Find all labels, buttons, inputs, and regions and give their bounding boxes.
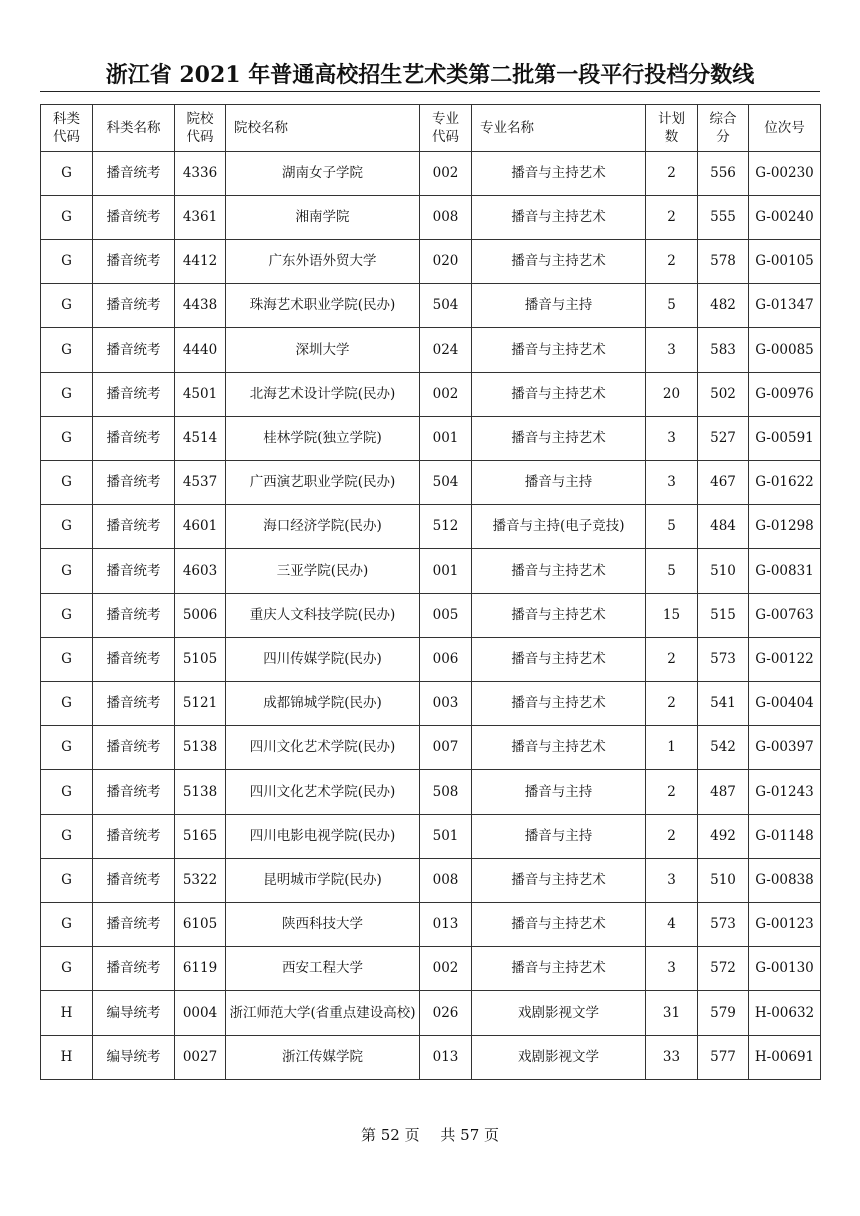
cell-major-name: 播音与主持艺术 (472, 549, 646, 594)
cell-subject-name: 播音统考 (93, 152, 175, 196)
cell-rank: G-00122 (749, 638, 821, 682)
cell-school-name: 珠海艺术职业学院(民办) (226, 284, 420, 328)
cell-score: 541 (698, 682, 749, 726)
cell-subject-name: 编导统考 (93, 1036, 175, 1080)
cell-plan: 2 (646, 196, 698, 240)
table-row (41, 770, 821, 815)
cell-major-name: 播音与主持艺术 (472, 196, 646, 240)
cell-subject-name: 播音统考 (93, 328, 175, 373)
cell-subject-name: 播音统考 (93, 240, 175, 284)
cell-subject-code: G (41, 549, 93, 594)
cell-major-name: 播音与主持艺术 (472, 859, 646, 903)
cell-major-name: 播音与主持艺术 (472, 594, 646, 638)
cell-score: 487 (698, 770, 749, 815)
table-row (41, 947, 821, 991)
cell-school-code: 4412 (175, 240, 226, 284)
cell-major-code: 007 (420, 726, 472, 770)
cell-plan: 2 (646, 682, 698, 726)
cell-school-name: 深圳大学 (226, 328, 420, 373)
cell-plan: 33 (646, 1036, 698, 1080)
cell-rank: G-01622 (749, 461, 821, 505)
cell-major-name: 播音与主持艺术 (472, 328, 646, 373)
cell-subject-code: G (41, 196, 93, 240)
cell-rank: G-00591 (749, 417, 821, 461)
page-title: 浙江省 2021 年普通高校招生艺术类第二批第一段平行投档分数线 (105, 62, 755, 88)
cell-plan: 31 (646, 991, 698, 1036)
cell-score: 542 (698, 726, 749, 770)
cell-school-code: 4440 (175, 328, 226, 373)
cell-subject-code: G (41, 505, 93, 549)
cell-major-code: 001 (420, 417, 472, 461)
cell-school-name: 桂林学院(独立学院) (226, 417, 420, 461)
table-row (41, 638, 821, 682)
cell-plan: 2 (646, 638, 698, 682)
cell-major-code: 508 (420, 770, 472, 815)
cell-school-name: 成都锦城学院(民办) (226, 682, 420, 726)
cell-subject-code: G (41, 328, 93, 373)
cell-major-name: 戏剧影视文学 (472, 1036, 646, 1080)
cell-plan: 3 (646, 859, 698, 903)
header-major-name: 专业名称 (472, 105, 646, 152)
cell-subject-name: 播音统考 (93, 726, 175, 770)
cell-school-code: 5165 (175, 815, 226, 859)
cell-rank: G-01298 (749, 505, 821, 549)
cell-score: 510 (698, 549, 749, 594)
cell-rank: H-00632 (749, 991, 821, 1036)
cell-major-name: 播音与主持 (472, 770, 646, 815)
cell-major-code: 024 (420, 328, 472, 373)
cell-score: 572 (698, 947, 749, 991)
cell-school-name: 广东外语外贸大学 (226, 240, 420, 284)
cell-rank: H-00691 (749, 1036, 821, 1080)
cell-school-name: 广西演艺职业学院(民办) (226, 461, 420, 505)
table-row (41, 328, 821, 373)
cell-major-code: 013 (420, 903, 472, 947)
cell-score: 583 (698, 328, 749, 373)
cell-score: 578 (698, 240, 749, 284)
cell-subject-name: 播音统考 (93, 373, 175, 417)
cell-major-name: 播音与主持艺术 (472, 903, 646, 947)
cell-subject-code: G (41, 373, 93, 417)
cell-score: 555 (698, 196, 749, 240)
table-row (41, 682, 821, 726)
cell-plan: 2 (646, 152, 698, 196)
cell-rank: G-01347 (749, 284, 821, 328)
cell-school-name: 四川文化艺术学院(民办) (226, 726, 420, 770)
cell-rank: G-00105 (749, 240, 821, 284)
cell-school-code: 0004 (175, 991, 226, 1036)
table-row (41, 505, 821, 549)
cell-plan: 2 (646, 240, 698, 284)
cell-major-name: 戏剧影视文学 (472, 991, 646, 1036)
cell-rank: G-00085 (749, 328, 821, 373)
cell-subject-name: 播音统考 (93, 196, 175, 240)
cell-plan: 3 (646, 947, 698, 991)
cell-plan: 5 (646, 505, 698, 549)
cell-rank: G-00838 (749, 859, 821, 903)
cell-major-code: 002 (420, 373, 472, 417)
table-row (41, 594, 821, 638)
cell-major-name: 播音与主持(电子竞技) (472, 505, 646, 549)
header-school-name: 院校名称 (226, 105, 420, 152)
cell-major-code: 504 (420, 284, 472, 328)
title-rule (40, 91, 820, 92)
cell-rank: G-00976 (749, 373, 821, 417)
cell-major-code: 501 (420, 815, 472, 859)
cell-plan: 5 (646, 284, 698, 328)
table-row (41, 991, 821, 1036)
cell-subject-name: 播音统考 (93, 417, 175, 461)
cell-subject-name: 播音统考 (93, 859, 175, 903)
cell-major-name: 播音与主持艺术 (472, 152, 646, 196)
table-row (41, 859, 821, 903)
cell-plan: 3 (646, 417, 698, 461)
header-school-code: 院校 代码 (175, 105, 226, 152)
cell-school-name: 三亚学院(民办) (226, 549, 420, 594)
cell-subject-name: 播音统考 (93, 594, 175, 638)
table-row (41, 1036, 821, 1080)
cell-subject-code: G (41, 152, 93, 196)
header-row (41, 105, 821, 152)
cell-rank: G-00404 (749, 682, 821, 726)
cell-subject-name: 编导统考 (93, 991, 175, 1036)
cell-subject-code: G (41, 859, 93, 903)
cell-school-name: 四川文化艺术学院(民办) (226, 770, 420, 815)
cell-major-name: 播音与主持 (472, 284, 646, 328)
table-row (41, 417, 821, 461)
cell-rank: G-01148 (749, 815, 821, 859)
cell-subject-code: G (41, 461, 93, 505)
cell-major-name: 播音与主持艺术 (472, 947, 646, 991)
cell-plan: 5 (646, 549, 698, 594)
cell-major-code: 504 (420, 461, 472, 505)
cell-school-code: 5105 (175, 638, 226, 682)
cell-score: 467 (698, 461, 749, 505)
cell-subject-name: 播音统考 (93, 549, 175, 594)
cell-score: 573 (698, 903, 749, 947)
cell-score: 484 (698, 505, 749, 549)
cell-subject-name: 播音统考 (93, 815, 175, 859)
cell-subject-name: 播音统考 (93, 682, 175, 726)
cell-plan: 2 (646, 770, 698, 815)
cell-subject-code: G (41, 417, 93, 461)
cell-school-name: 四川电影电视学院(民办) (226, 815, 420, 859)
header-plan: 计划 数 (646, 105, 698, 152)
cell-subject-code: G (41, 903, 93, 947)
header-subject-name: 科类名称 (93, 105, 175, 152)
cell-plan: 3 (646, 461, 698, 505)
cell-school-name: 西安工程大学 (226, 947, 420, 991)
cell-school-code: 4603 (175, 549, 226, 594)
cell-major-code: 026 (420, 991, 472, 1036)
cell-school-code: 6119 (175, 947, 226, 991)
cell-school-name: 四川传媒学院(民办) (226, 638, 420, 682)
admission-score-table (40, 104, 821, 1080)
table-row (41, 152, 821, 196)
cell-school-name: 浙江传媒学院 (226, 1036, 420, 1080)
table-row (41, 461, 821, 505)
cell-score: 482 (698, 284, 749, 328)
table-row (41, 549, 821, 594)
cell-plan: 3 (646, 328, 698, 373)
cell-major-name: 播音与主持艺术 (472, 373, 646, 417)
cell-major-code: 512 (420, 505, 472, 549)
table-row (41, 373, 821, 417)
cell-school-name: 昆明城市学院(民办) (226, 859, 420, 903)
cell-school-code: 0027 (175, 1036, 226, 1080)
cell-major-code: 008 (420, 859, 472, 903)
cell-major-code: 008 (420, 196, 472, 240)
cell-school-name: 海口经济学院(民办) (226, 505, 420, 549)
cell-score: 510 (698, 859, 749, 903)
cell-score: 492 (698, 815, 749, 859)
cell-subject-name: 播音统考 (93, 947, 175, 991)
table-row (41, 240, 821, 284)
cell-school-code: 5006 (175, 594, 226, 638)
cell-rank: G-00831 (749, 549, 821, 594)
cell-score: 515 (698, 594, 749, 638)
cell-major-name: 播音与主持 (472, 461, 646, 505)
cell-school-code: 5138 (175, 770, 226, 815)
table-row (41, 726, 821, 770)
cell-plan: 2 (646, 815, 698, 859)
cell-school-code: 4601 (175, 505, 226, 549)
cell-score: 502 (698, 373, 749, 417)
header-subject-code: 科类 代码 (41, 105, 93, 152)
cell-school-code: 5121 (175, 682, 226, 726)
cell-major-code: 002 (420, 152, 472, 196)
cell-subject-name: 播音统考 (93, 505, 175, 549)
cell-score: 527 (698, 417, 749, 461)
cell-subject-code: H (41, 1036, 93, 1080)
header-rank: 位次号 (749, 105, 821, 152)
cell-subject-code: G (41, 594, 93, 638)
cell-school-code: 5138 (175, 726, 226, 770)
table-body (41, 152, 821, 1080)
cell-major-code: 001 (420, 549, 472, 594)
cell-school-name: 湖南女子学院 (226, 152, 420, 196)
cell-school-code: 4361 (175, 196, 226, 240)
cell-rank: G-00130 (749, 947, 821, 991)
cell-school-name: 重庆人文科技学院(民办) (226, 594, 420, 638)
cell-subject-code: G (41, 726, 93, 770)
cell-major-code: 020 (420, 240, 472, 284)
cell-subject-code: G (41, 284, 93, 328)
table-row (41, 196, 821, 240)
cell-subject-name: 播音统考 (93, 770, 175, 815)
cell-school-code: 4514 (175, 417, 226, 461)
cell-major-name: 播音与主持艺术 (472, 638, 646, 682)
cell-subject-code: G (41, 638, 93, 682)
cell-subject-code: G (41, 682, 93, 726)
cell-rank: G-00230 (749, 152, 821, 196)
cell-score: 556 (698, 152, 749, 196)
cell-major-name: 播音与主持艺术 (472, 417, 646, 461)
cell-plan: 1 (646, 726, 698, 770)
cell-subject-code: H (41, 991, 93, 1036)
cell-subject-name: 播音统考 (93, 284, 175, 328)
cell-major-code: 006 (420, 638, 472, 682)
header-score: 综合 分 (698, 105, 749, 152)
page-total: 共 57 页 (440, 1126, 500, 1144)
cell-major-code: 002 (420, 947, 472, 991)
cell-subject-name: 播音统考 (93, 638, 175, 682)
table-row (41, 815, 821, 859)
cell-subject-code: G (41, 947, 93, 991)
cell-school-code: 4537 (175, 461, 226, 505)
cell-score: 579 (698, 991, 749, 1036)
cell-subject-name: 播音统考 (93, 903, 175, 947)
table-row (41, 284, 821, 328)
page-number: 第 52 页 (360, 1126, 420, 1144)
cell-school-name: 湘南学院 (226, 196, 420, 240)
cell-subject-code: G (41, 240, 93, 284)
table-row (41, 903, 821, 947)
cell-major-name: 播音与主持艺术 (472, 240, 646, 284)
cell-score: 573 (698, 638, 749, 682)
cell-school-code: 4438 (175, 284, 226, 328)
cell-subject-name: 播音统考 (93, 461, 175, 505)
cell-school-code: 5322 (175, 859, 226, 903)
cell-major-name: 播音与主持艺术 (472, 682, 646, 726)
cell-major-name: 播音与主持艺术 (472, 726, 646, 770)
cell-major-code: 003 (420, 682, 472, 726)
cell-subject-code: G (41, 770, 93, 815)
cell-rank: G-00397 (749, 726, 821, 770)
cell-school-code: 4501 (175, 373, 226, 417)
cell-school-name: 陕西科技大学 (226, 903, 420, 947)
cell-rank: G-00240 (749, 196, 821, 240)
cell-major-code: 005 (420, 594, 472, 638)
cell-major-name: 播音与主持 (472, 815, 646, 859)
cell-rank: G-00123 (749, 903, 821, 947)
cell-plan: 4 (646, 903, 698, 947)
header-major-code: 专业 代码 (420, 105, 472, 152)
cell-school-code: 6105 (175, 903, 226, 947)
cell-rank: G-01243 (749, 770, 821, 815)
cell-subject-code: G (41, 815, 93, 859)
page-footer (0, 1124, 860, 1145)
cell-score: 577 (698, 1036, 749, 1080)
cell-plan: 15 (646, 594, 698, 638)
cell-school-name: 浙江师范大学(省重点建设高校) (226, 991, 420, 1036)
cell-major-code: 013 (420, 1036, 472, 1080)
cell-plan: 20 (646, 373, 698, 417)
cell-rank: G-00763 (749, 594, 821, 638)
cell-school-name: 北海艺术设计学院(民办) (226, 373, 420, 417)
cell-school-code: 4336 (175, 152, 226, 196)
